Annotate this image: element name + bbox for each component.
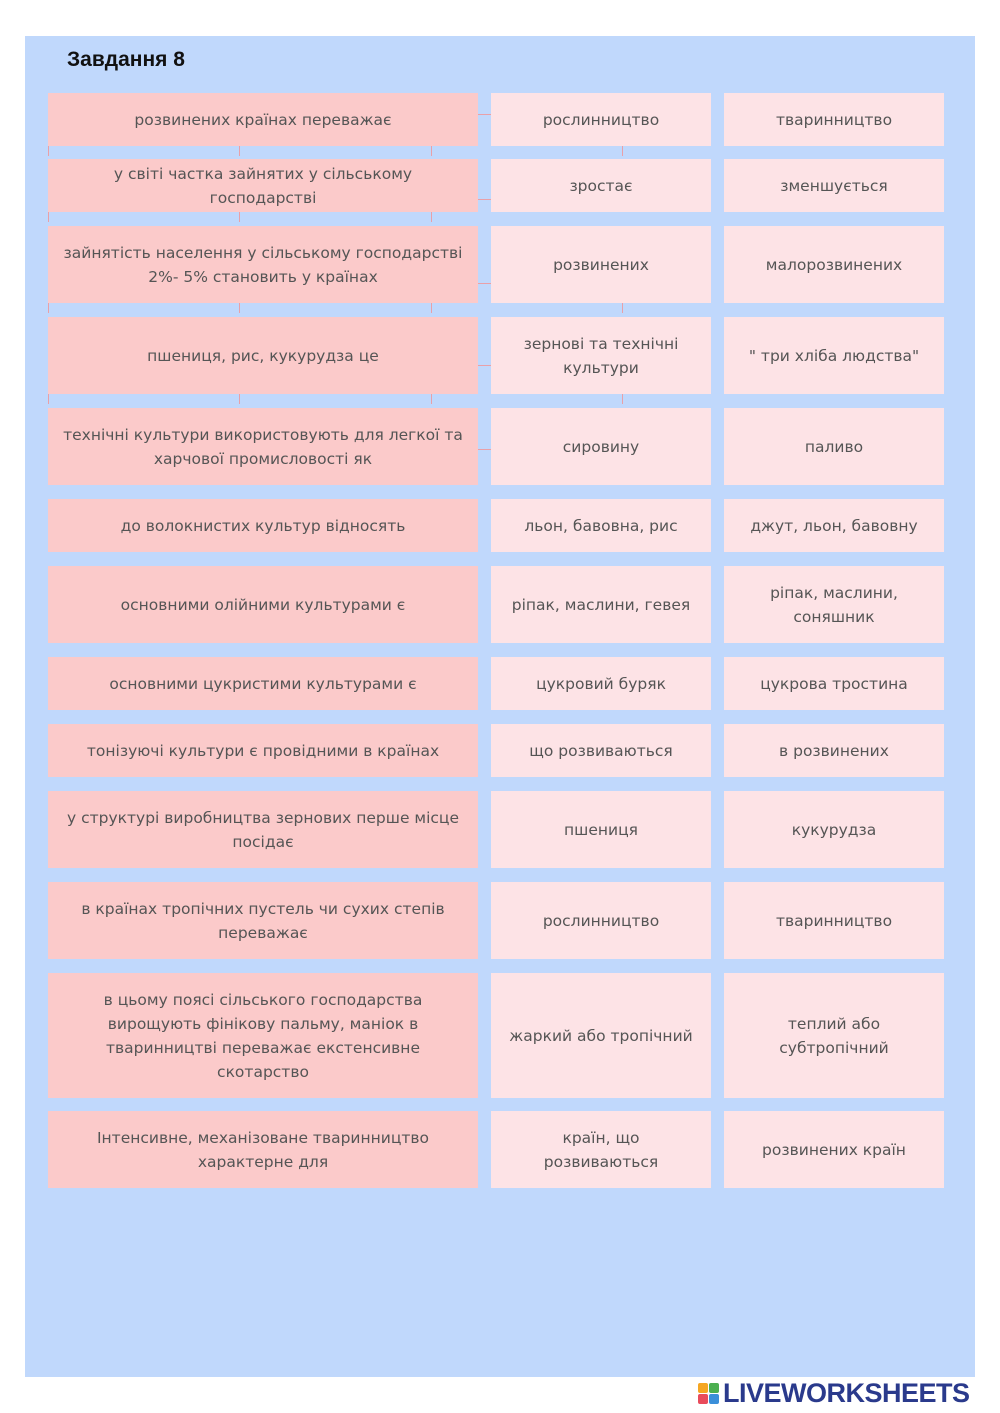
connector-tick	[431, 303, 432, 313]
question-8: основними цукристими культурами є	[48, 657, 478, 710]
connector-tick	[622, 303, 623, 313]
connector-tick	[431, 146, 432, 156]
question-6: до волокнистих культур відносять	[48, 499, 478, 552]
option-12b[interactable]: теплий або субтропічний	[724, 973, 944, 1098]
option-6a[interactable]: льон, бавовна, рис	[491, 499, 711, 552]
question-9: тонізуючі культури є провідними в країнах	[48, 724, 478, 777]
option-10b[interactable]: кукурудза	[724, 791, 944, 868]
connector-tick	[48, 394, 49, 404]
option-1a[interactable]: рослинництво	[491, 93, 711, 146]
option-2a[interactable]: зростає	[491, 159, 711, 212]
connector-line	[478, 283, 491, 284]
liveworksheets-logo-icon	[698, 1383, 719, 1404]
option-2b[interactable]: зменшується	[724, 159, 944, 212]
page-title: Завдання 8	[67, 48, 185, 71]
option-10a[interactable]: пшениця	[491, 791, 711, 868]
connector-tick	[48, 303, 49, 313]
option-3a[interactable]: розвинених	[491, 226, 711, 303]
connector-tick	[622, 146, 623, 156]
question-7: основними олійними культурами є	[48, 566, 478, 643]
connector-tick	[239, 303, 240, 313]
connector-tick	[239, 212, 240, 222]
option-9a[interactable]: що розвиваються	[491, 724, 711, 777]
option-8b[interactable]: цукрова тростина	[724, 657, 944, 710]
connector-tick	[431, 212, 432, 222]
connector-line	[478, 114, 491, 115]
connector-tick	[48, 146, 49, 156]
option-11b[interactable]: тваринництво	[724, 882, 944, 959]
option-1b[interactable]: тваринництво	[724, 93, 944, 146]
option-7a[interactable]: ріпак, маслини, гевея	[491, 566, 711, 643]
option-9b[interactable]: в розвинених	[724, 724, 944, 777]
question-2: у світі частка зайнятих у сільському господарстві	[48, 159, 478, 212]
connector-tick	[431, 394, 432, 404]
liveworksheets-logo[interactable]	[698, 1378, 970, 1408]
option-5b[interactable]: паливо	[724, 408, 944, 485]
option-4a[interactable]: зернові та технічні культури	[491, 317, 711, 394]
question-1: розвинених країнах переважає	[48, 93, 478, 146]
option-8a[interactable]: цукровий буряк	[491, 657, 711, 710]
option-13a[interactable]: країн, що розвиваються	[491, 1111, 711, 1188]
connector-line	[478, 199, 491, 200]
logo-text: LIVEWORKSHEETS	[723, 1377, 970, 1408]
question-5: технічні культури використовують для легкої та харчової промисловості як	[48, 408, 478, 485]
option-4b[interactable]: " три хліба людства"	[724, 317, 944, 394]
option-13b[interactable]: розвинених країн	[724, 1111, 944, 1188]
option-11a[interactable]: рослинництво	[491, 882, 711, 959]
question-12: в цьому поясі сільського господарства вирощують фінікову пальму, маніок в тваринництві переважає екстенсивне скотарство	[48, 973, 478, 1098]
option-5a[interactable]: сировину	[491, 408, 711, 485]
connector-tick	[239, 146, 240, 156]
question-4: пшениця, рис, кукурудза це	[48, 317, 478, 394]
question-11: в країнах тропічних пустель чи сухих степів переважає	[48, 882, 478, 959]
question-13: Інтенсивне, механізоване тваринництво характерне для	[48, 1111, 478, 1188]
connector-tick	[239, 394, 240, 404]
question-10: у структурі виробництва зернових перше місце посідає	[48, 791, 478, 868]
option-6b[interactable]: джут, льон, бавовну	[724, 499, 944, 552]
option-12a[interactable]: жаркий або тропічний	[491, 973, 711, 1098]
connector-line	[478, 449, 491, 450]
connector-line	[478, 365, 491, 366]
question-3: зайнятість населення у сільському господарстві 2%- 5% становить у країнах	[48, 226, 478, 303]
option-3b[interactable]: малорозвинених	[724, 226, 944, 303]
option-7b[interactable]: ріпак, маслини, соняшник	[724, 566, 944, 643]
connector-tick	[622, 394, 623, 404]
connector-tick	[48, 212, 49, 222]
